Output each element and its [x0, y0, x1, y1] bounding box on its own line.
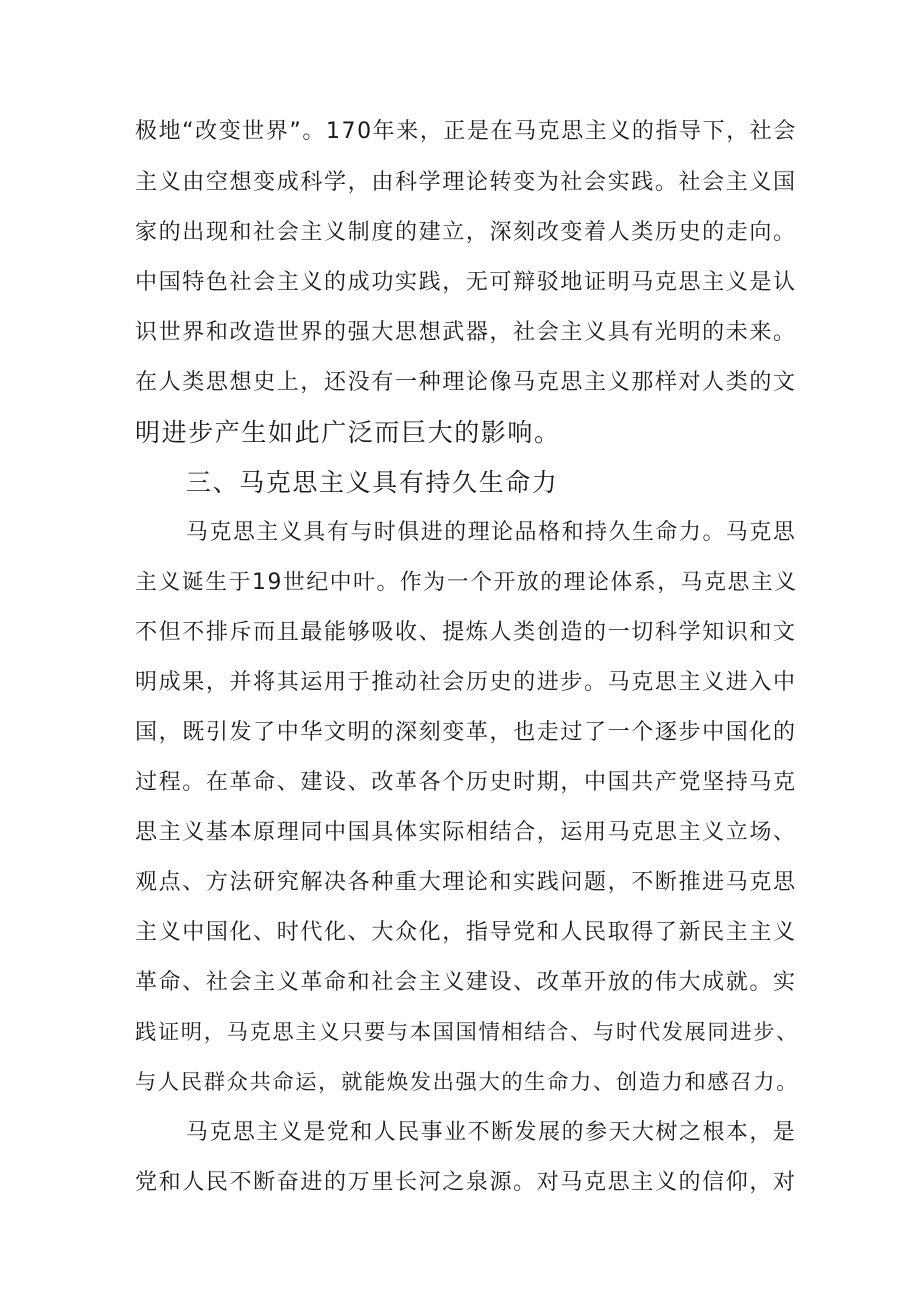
text-line: 明成果，并将其运用于推动社会历史的进步。马克思主义进入中 [135, 670, 797, 695]
text-line: 过程。在革命、建设、改革各个历史时期，中国共产党坚持马克 [135, 770, 797, 795]
text-line: 明进步产生如此广泛而巨大的影响。 [135, 418, 561, 447]
text-line: 革命、社会主义革命和社会主义建设、改革开放的伟大成就。实 [135, 970, 797, 995]
text-line: 践证明，马克思主义只要与本国国情相结合、与时代发展同进步、 [135, 1020, 800, 1045]
text-line: 党和人民不断奋进的万里长河之泉源。对马克思主义的信仰，对 [135, 1170, 797, 1195]
text-line: 与人民群众共命运，就能焕发出强大的生命力、创造力和感召力。 [135, 1070, 800, 1095]
paragraph-start-line: 马克思主义具有与时俱进的理论品格和持久生命力。马克思 [186, 520, 797, 545]
text-line: 在人类思想史上，还没有一种理论像马克思主义那样对人类的文 [135, 370, 797, 395]
text-line: 思主义基本原理同中国具体实际相结合，运用马克思主义立场、 [135, 820, 797, 845]
text-line: 识世界和改造世界的强大思想武器，社会主义具有光明的未来。 [135, 320, 797, 345]
text-line: 家的出现和社会主义制度的建立，深刻改变着人类历史的走向。 [135, 220, 797, 245]
section-heading: 三、马克思主义具有持久生命力 [186, 468, 559, 497]
text-line: 国，既引发了中华文明的深刻变革，也走过了一个逐步中国化的 [135, 720, 797, 745]
paragraph-start-line: 马克思主义是党和人民事业不断发展的参天大树之根本，是 [186, 1120, 797, 1145]
text-line: 主义中国化、时代化、大众化，指导党和人民取得了新民主主义 [135, 920, 797, 945]
text-line: 主义诞生于19世纪中叶。作为一个开放的理论体系，马克思主义 [135, 570, 798, 595]
text-line: 中国特色社会主义的成功实践，无可辩驳地证明马克思主义是认 [135, 270, 797, 295]
text-line: 不但不排斥而且最能够吸收、提炼人类创造的一切科学知识和文 [135, 620, 797, 645]
text-line: 主义由空想变成科学，由科学理论转变为社会实践。社会主义国 [135, 170, 797, 195]
text-line: 极地“改变世界”。170年来，正是在马克思主义的指导下，社会 [135, 119, 797, 144]
text-line: 观点、方法研究解决各种重大理论和实践问题，不断推进马克思 [135, 870, 797, 895]
